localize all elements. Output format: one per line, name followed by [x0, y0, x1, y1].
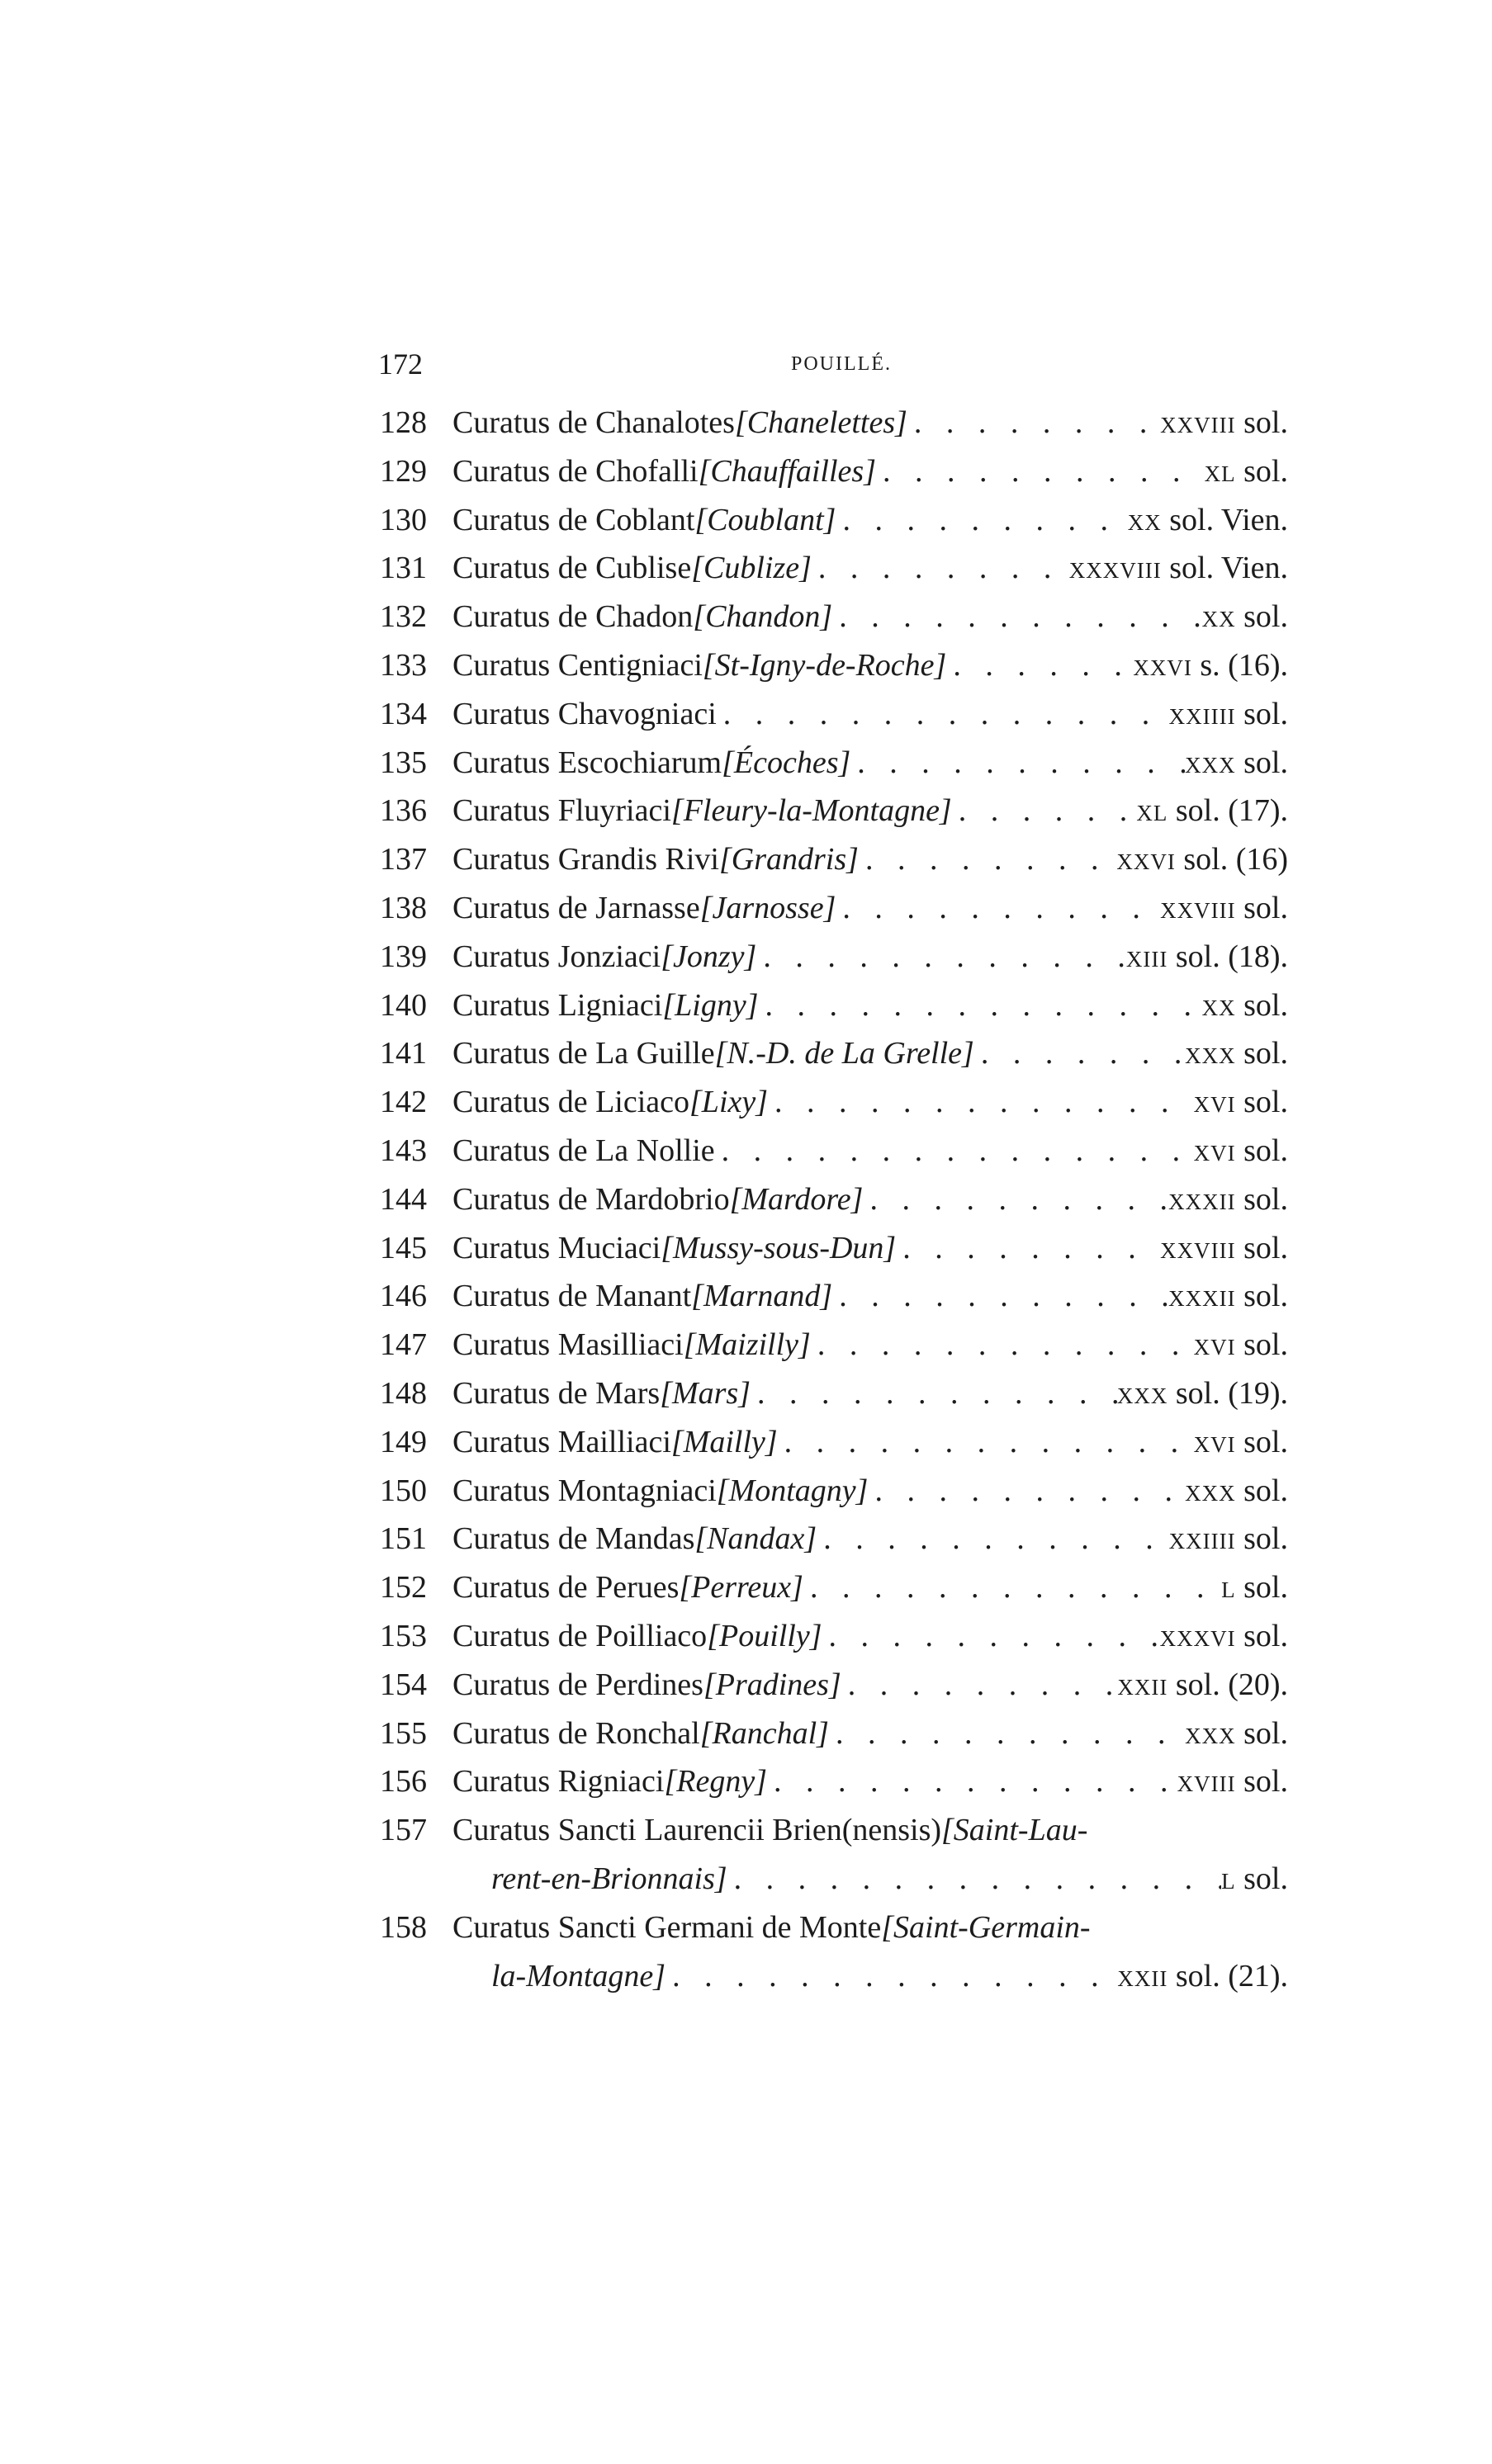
amount-roman: xxviii — [1160, 405, 1236, 440]
amount-roman: xxx — [1185, 1473, 1236, 1508]
leader-dots — [850, 745, 1185, 781]
entry-place: [Jarnosse] — [699, 890, 836, 925]
list-item — [380, 1812, 1288, 1909]
entry-text: Curatus Grandis Rivi — [452, 842, 719, 877]
entry-place: [Saint-Lau- — [941, 1813, 1088, 1848]
entry-number: 144 — [380, 1181, 427, 1217]
entry-place: [Mailly] — [670, 1424, 778, 1459]
amount-roman: xxx — [1185, 1036, 1236, 1071]
entry-place: [Mardore] — [729, 1181, 864, 1217]
entry-place: [Pouilly] — [707, 1618, 822, 1653]
entry-text: Curatus de Ronchal — [452, 1715, 700, 1751]
entry-list — [380, 404, 1288, 2006]
entry-number: 130 — [380, 502, 427, 537]
amount-roman: xxx — [1185, 1715, 1236, 1751]
leader-dots — [946, 647, 1133, 683]
entry-text: Curatus Muciaci — [452, 1230, 661, 1265]
leader-dots — [822, 1618, 1160, 1654]
entry-text: Curatus Mailliaci — [452, 1424, 671, 1459]
entry-number: 154 — [380, 1667, 427, 1702]
entry-text: Curatus de Chofalli — [452, 453, 699, 489]
entry-text: Curatus Rigniaci — [452, 1764, 665, 1800]
amount-roman: xxiiii — [1168, 1521, 1236, 1557]
list-item — [380, 1278, 1288, 1327]
amount-roman: l — [1221, 1861, 1236, 1896]
amount-roman: xxxii — [1168, 1181, 1236, 1217]
entry-amount — [1136, 792, 1288, 829]
entry-amount — [1133, 647, 1288, 683]
amount-roman: xvi — [1193, 1327, 1236, 1363]
entry-number: 139 — [380, 939, 427, 974]
list-item — [380, 1473, 1288, 1521]
amount-roman: xx — [1201, 599, 1236, 635]
amount-roman: xxx — [1116, 1375, 1168, 1411]
entry-number: 150 — [380, 1473, 427, 1508]
list-item — [380, 1667, 1288, 1715]
running-title: POUILLÉ. — [791, 353, 892, 375]
amount-roman: xvi — [1193, 1085, 1236, 1120]
entry-amount — [1221, 1861, 1288, 1897]
entry-number: 155 — [380, 1715, 427, 1751]
entry-place: [Saint-Germain- — [881, 1909, 1091, 1945]
entry-place: [Lixy] — [689, 1085, 769, 1120]
amount-rest: sol. — [1235, 1570, 1288, 1606]
entry-amount — [1194, 1133, 1288, 1169]
leader-dots — [829, 1715, 1185, 1752]
list-item — [380, 1084, 1288, 1133]
entry-place: [Montagny] — [716, 1473, 869, 1508]
entry-number: 158 — [380, 1909, 427, 1945]
entry-amount — [1221, 1569, 1288, 1606]
page-number: 172 — [378, 348, 423, 381]
amount-rest: sol. (18). — [1168, 939, 1288, 974]
leader-dots — [836, 502, 1127, 538]
list-item — [380, 1133, 1288, 1181]
entry-text: Curatus de Perues — [452, 1570, 680, 1606]
amount-rest: sol. — [1235, 1521, 1288, 1557]
entry-place: [Mussy-sous-Dun] — [661, 1230, 897, 1265]
list-item — [380, 1035, 1288, 1084]
entry-place: [St-Igny-de-Roche] — [702, 647, 947, 683]
entry-amount — [1202, 987, 1288, 1024]
entry-amount — [1202, 598, 1288, 635]
entry-number: 153 — [380, 1618, 427, 1653]
amount-roman: xxviii — [1160, 1230, 1236, 1265]
amount-roman: xxii — [1117, 1958, 1168, 1993]
entry-text: Curatus Sancti Laurencii Brien(nensis) — [452, 1813, 942, 1848]
leader-dots — [974, 1035, 1185, 1071]
entry-place-continued: rent-en-Brionnais] — [491, 1861, 727, 1896]
entry-number: 136 — [380, 793, 427, 829]
leader-dots — [756, 939, 1126, 975]
amount-rest: sol. Vien. — [1161, 502, 1288, 537]
entry-text: Curatus de Coblant — [452, 502, 695, 537]
entry-number: 140 — [380, 987, 427, 1023]
entry-text: Curatus de Jarnasse — [452, 890, 700, 925]
entry-place: [Perreux] — [679, 1570, 803, 1606]
entry-text: Curatus de Manant — [452, 1279, 692, 1314]
entry-place: [Cublize] — [691, 551, 812, 586]
entry-text: Curatus de Perdines — [452, 1667, 703, 1702]
entry-number: 134 — [380, 696, 427, 731]
entry-number: 157 — [380, 1813, 427, 1848]
list-item — [380, 1569, 1288, 1618]
entry-amount — [1169, 696, 1288, 732]
list-item — [380, 550, 1288, 598]
entry-text: Curatus de Mardobrio — [452, 1181, 730, 1217]
list-item — [380, 1181, 1288, 1230]
leader-dots — [876, 453, 1205, 489]
list-item — [380, 1424, 1288, 1473]
entry-text: Curatus de Mars — [452, 1375, 661, 1411]
entry-number: 128 — [380, 405, 427, 440]
entry-number: 138 — [380, 890, 427, 925]
entry-amount — [1185, 745, 1288, 781]
amount-roman: xl — [1204, 453, 1236, 489]
leader-dots — [952, 792, 1137, 829]
entry-text: Curatus Centigniaci — [452, 647, 703, 683]
amount-roman: xxvi — [1133, 647, 1192, 683]
amount-rest: sol. (21). — [1168, 1958, 1288, 1993]
entry-number: 146 — [380, 1279, 427, 1314]
entry-text: Curatus de Chanalotes — [452, 405, 735, 440]
list-item — [380, 1520, 1288, 1569]
entry-place: [Fleury-la-Montagne] — [670, 793, 952, 829]
entry-text: Curatus de La Guille — [452, 1036, 715, 1071]
amount-rest: sol. — [1235, 599, 1288, 635]
amount-roman: xx — [1127, 502, 1162, 537]
entry-number: 137 — [380, 842, 427, 877]
amount-roman: xx — [1201, 987, 1236, 1023]
entry-amount — [1194, 1327, 1288, 1363]
entry-place: [Chandon] — [693, 599, 833, 635]
leader-dots — [717, 696, 1169, 732]
amount-roman: xxxviii — [1068, 551, 1162, 586]
leader-dots — [907, 404, 1160, 441]
entry-text: Curatus Jonziaci — [452, 939, 661, 974]
entry-place: [Mars] — [660, 1375, 751, 1411]
amount-rest: sol. — [1235, 1230, 1288, 1265]
amount-roman: xxiiii — [1168, 696, 1236, 731]
entry-number: 133 — [380, 647, 427, 683]
entry-amount — [1168, 1278, 1288, 1314]
leader-dots — [727, 1861, 1221, 1897]
leader-dots — [832, 598, 1201, 635]
entry-place: [Ligny] — [662, 987, 759, 1023]
entry-amount — [1128, 502, 1288, 538]
list-item — [380, 696, 1288, 745]
entry-place: [Chauffailles] — [698, 453, 876, 489]
entry-text: Curatus de Mandas — [452, 1521, 695, 1557]
entry-number: 152 — [380, 1570, 427, 1606]
entry-amount — [1185, 1715, 1288, 1752]
amount-roman: xiii — [1125, 939, 1168, 974]
leader-dots — [767, 1763, 1177, 1800]
amount-rest: sol. — [1235, 1424, 1288, 1459]
amount-roman: xxx — [1185, 745, 1236, 780]
amount-rest: sol. — [1235, 1036, 1288, 1071]
list-item — [380, 647, 1288, 696]
entry-number: 151 — [380, 1521, 427, 1557]
amount-rest: sol. — [1235, 1764, 1288, 1800]
leader-dots — [778, 1424, 1194, 1460]
entry-amount — [1194, 1424, 1288, 1460]
leader-dots — [896, 1230, 1160, 1266]
entry-number: 132 — [380, 599, 427, 635]
entry-text: Curatus Ligniaci — [452, 987, 663, 1023]
list-item — [380, 453, 1288, 502]
entry-place: [N.-D. de La Grelle] — [714, 1036, 974, 1071]
entry-amount — [1205, 453, 1288, 489]
entry-place: [Coublant] — [694, 502, 836, 537]
entry-place: [Regny] — [664, 1764, 767, 1800]
entry-amount — [1160, 1618, 1288, 1654]
leader-dots — [758, 987, 1201, 1024]
entry-number: 135 — [380, 745, 427, 780]
entry-text: Curatus Fluyriaci — [452, 793, 671, 829]
entry-place: [Marnand] — [691, 1279, 833, 1314]
list-item — [380, 1715, 1288, 1764]
entry-number: 143 — [380, 1133, 427, 1168]
amount-rest: sol. Vien. — [1161, 551, 1288, 586]
entry-amount — [1160, 1230, 1288, 1266]
amount-roman: l — [1221, 1570, 1236, 1606]
amount-rest: sol. (16) — [1175, 842, 1288, 877]
leader-dots — [803, 1569, 1221, 1606]
list-item — [380, 939, 1288, 987]
entry-amount — [1169, 1520, 1288, 1557]
page-header — [378, 347, 1286, 396]
leader-dots — [868, 1473, 1185, 1509]
entry-place: [Pradines] — [703, 1667, 841, 1702]
leader-dots — [812, 550, 1069, 586]
list-item — [380, 890, 1288, 939]
entry-amount — [1117, 1375, 1288, 1412]
amount-rest: sol. — [1235, 1327, 1288, 1363]
entry-amount — [1117, 1667, 1288, 1703]
leader-dots — [817, 1520, 1168, 1557]
entry-amount — [1177, 1763, 1288, 1800]
leader-dots — [768, 1084, 1194, 1120]
entry-text: Curatus Masilliaci — [452, 1327, 684, 1363]
list-item — [380, 1327, 1288, 1375]
list-item — [380, 404, 1288, 453]
amount-rest: sol. — [1235, 696, 1288, 731]
leader-dots — [751, 1375, 1117, 1412]
entry-text: Curatus de Liciaco — [452, 1085, 690, 1120]
amount-rest: sol. — [1235, 1618, 1288, 1653]
list-item — [380, 987, 1288, 1036]
entry-place-continued: la-Montagne] — [491, 1958, 666, 1993]
entry-number: 156 — [380, 1764, 427, 1800]
entry-text: Curatus Escochiarum — [452, 745, 722, 780]
entry-text: Curatus de Poilliaco — [452, 1618, 708, 1653]
amount-rest: sol. — [1235, 1473, 1288, 1508]
entry-place: [Jonzy] — [661, 939, 757, 974]
leader-dots — [715, 1133, 1194, 1169]
amount-roman: xxxvi — [1159, 1618, 1236, 1653]
leader-dots — [836, 890, 1160, 926]
entry-number: 131 — [380, 551, 427, 586]
amount-rest: sol. — [1235, 987, 1288, 1023]
entry-number: 148 — [380, 1375, 427, 1411]
list-item — [380, 502, 1288, 551]
entry-place: [Ranchal] — [699, 1715, 829, 1751]
leader-dots — [811, 1327, 1194, 1363]
entry-number: 142 — [380, 1085, 427, 1120]
entry-text: Curatus Chavogniaci — [452, 696, 717, 731]
entry-number: 147 — [380, 1327, 427, 1363]
list-item — [380, 1375, 1288, 1424]
list-item — [380, 1618, 1288, 1667]
entry-amount — [1117, 1958, 1288, 1994]
leader-dots — [863, 1181, 1168, 1218]
amount-rest: sol. — [1235, 1133, 1288, 1168]
amount-rest: sol. — [1235, 453, 1288, 489]
entry-amount — [1194, 1084, 1288, 1120]
amount-rest: sol. — [1235, 405, 1288, 440]
list-item — [380, 598, 1288, 647]
list-item — [380, 1763, 1288, 1812]
amount-rest: sol. (17). — [1168, 793, 1288, 829]
amount-roman: xxviii — [1160, 890, 1236, 925]
list-item — [380, 1909, 1288, 2007]
leader-dots — [665, 1958, 1117, 1994]
list-item — [380, 1230, 1288, 1279]
amount-roman: xxii — [1117, 1667, 1168, 1702]
entry-amount — [1185, 1473, 1288, 1509]
entry-text: Curatus Sancti Germani de Monte — [452, 1909, 882, 1945]
leader-dots — [859, 841, 1116, 877]
amount-rest: sol. — [1235, 1279, 1288, 1314]
amount-roman: xvi — [1193, 1424, 1236, 1459]
list-item — [380, 792, 1288, 841]
amount-roman: xl — [1136, 793, 1168, 829]
amount-rest: sol. (19). — [1168, 1375, 1288, 1411]
entry-place: [Nandax] — [694, 1521, 817, 1557]
entry-amount — [1185, 1035, 1288, 1071]
amount-rest: sol. — [1235, 1715, 1288, 1751]
amount-rest: sol. (20). — [1168, 1667, 1288, 1702]
entry-number: 149 — [380, 1424, 427, 1459]
entry-amount — [1116, 841, 1288, 877]
amount-rest: sol. — [1235, 1861, 1288, 1896]
list-item — [380, 841, 1288, 890]
entry-text: Curatus de Cublise — [452, 551, 692, 586]
entry-amount — [1168, 1181, 1288, 1218]
amount-rest: s. (16). — [1191, 647, 1288, 683]
entry-place: [Chanelettes] — [734, 405, 907, 440]
entry-amount — [1160, 890, 1288, 926]
amount-rest: sol. — [1235, 745, 1288, 780]
leader-dots — [832, 1278, 1168, 1314]
entry-text: Curatus de Chadon — [452, 599, 694, 635]
entry-text: Curatus Montagniaci — [452, 1473, 717, 1508]
amount-roman: xxvi — [1116, 842, 1176, 877]
entry-amount — [1160, 404, 1288, 441]
amount-roman: xvi — [1193, 1133, 1236, 1168]
amount-rest: sol. — [1235, 1181, 1288, 1217]
entry-text: Curatus de La Nollie — [452, 1133, 715, 1168]
amount-rest: sol. — [1235, 890, 1288, 925]
entry-place: [Grandris] — [718, 842, 859, 877]
amount-rest: sol. — [1235, 1085, 1288, 1120]
entry-amount — [1069, 550, 1288, 586]
entry-place: [Écoches] — [722, 745, 851, 780]
amount-roman: xviii — [1177, 1764, 1236, 1800]
leader-dots — [841, 1667, 1118, 1703]
list-item — [380, 745, 1288, 793]
entry-place: [Maizilly] — [683, 1327, 811, 1363]
entry-number: 145 — [380, 1230, 427, 1265]
entry-number: 141 — [380, 1036, 427, 1071]
entry-amount — [1126, 939, 1288, 975]
amount-roman: xxxii — [1168, 1279, 1236, 1314]
entry-number: 129 — [380, 453, 427, 489]
